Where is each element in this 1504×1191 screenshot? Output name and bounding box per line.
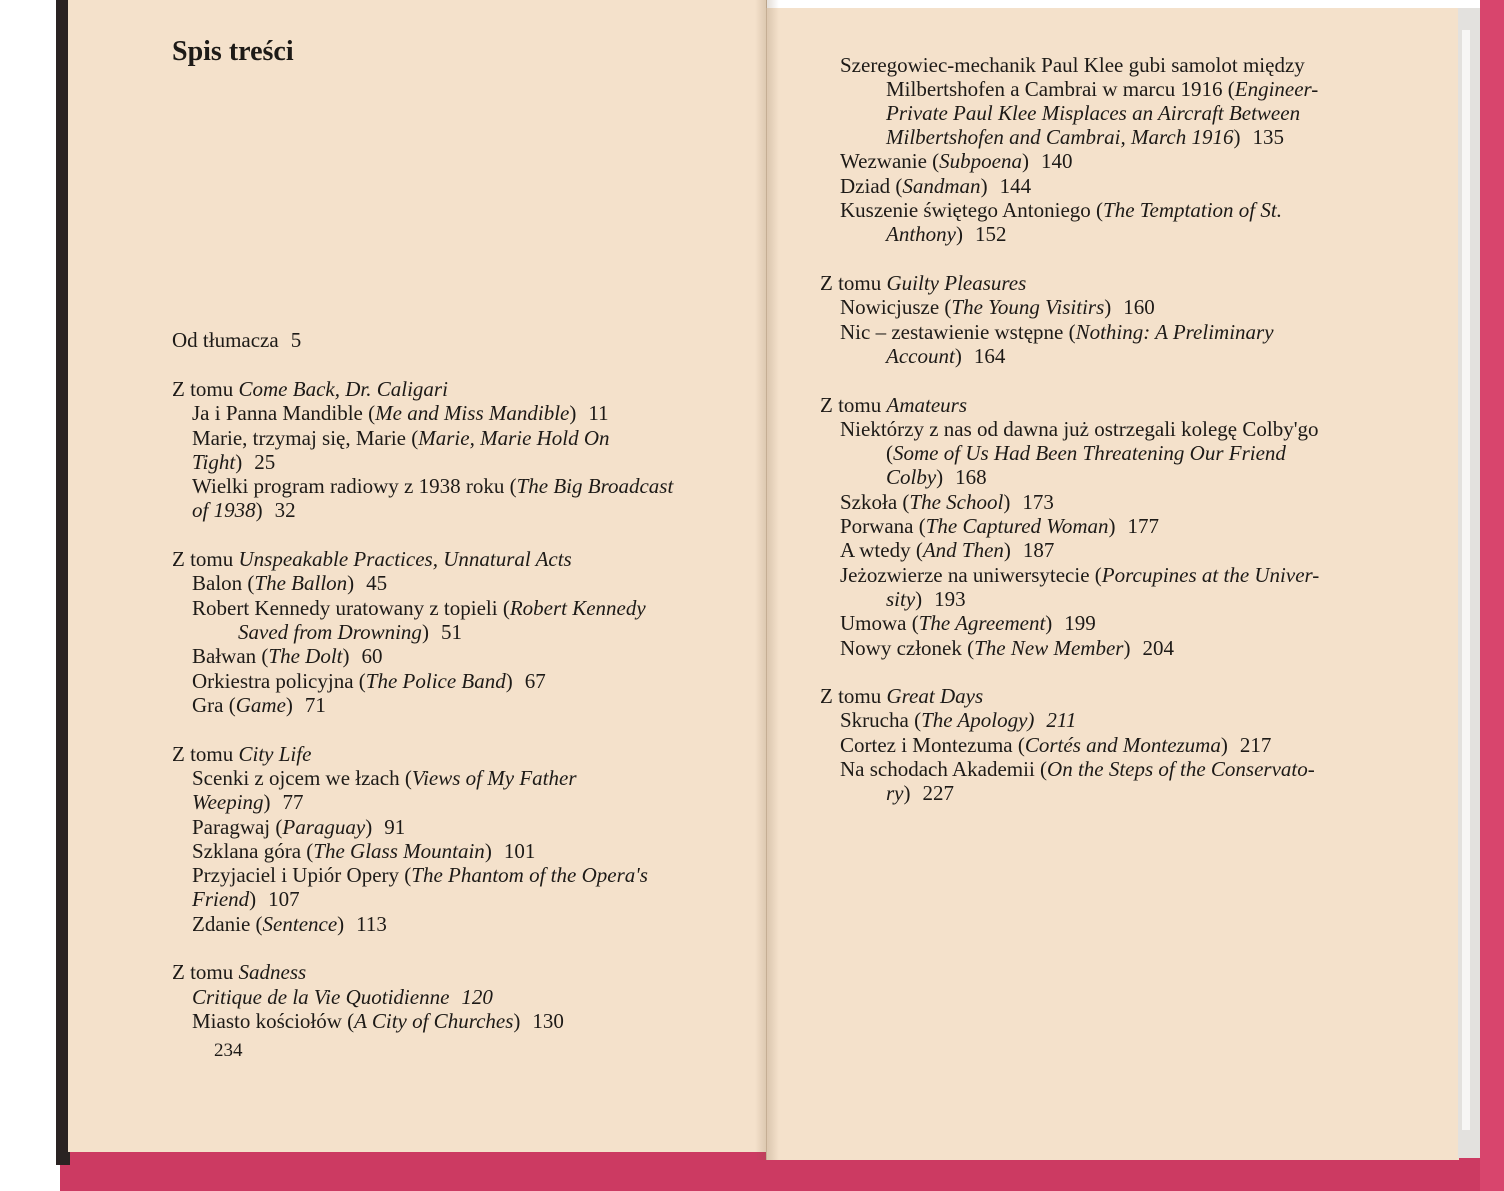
entry-title-pl: Marie, trzymaj się, Marie (	[192, 426, 419, 450]
entry-paren: )	[337, 912, 345, 936]
entry-title-en: The New Member	[974, 636, 1124, 660]
toc-entry	[840, 417, 1318, 441]
page-number: 107	[268, 887, 300, 911]
entry-title-en: On the Steps of the Conservato-	[1047, 757, 1315, 781]
page-number: 45	[366, 571, 388, 595]
page-number: 77	[282, 790, 304, 814]
entry-paren: )	[263, 790, 271, 814]
toc-entry-continuation	[238, 620, 462, 644]
toc-entry-continuation	[886, 77, 1318, 101]
entry-title-en: Weeping	[192, 790, 264, 814]
book-title: Guilty Pleasures	[886, 271, 1027, 295]
page-number: 67	[524, 669, 546, 693]
entry-paren: )	[513, 1009, 521, 1033]
entry-title-en: Anthony	[886, 222, 956, 246]
entry-paren: )	[1220, 733, 1228, 757]
entry-title-pl: Scenki z ojcem we łzach (	[192, 766, 412, 790]
entry-title-en: The Big Broadcast	[516, 474, 674, 498]
entry-paren: )	[955, 222, 963, 246]
entry-title-en: Sandman	[902, 174, 981, 198]
entry-title-pl: Dziad (	[840, 174, 903, 198]
page-number: 217	[1239, 733, 1272, 757]
preface-label: Od tłumacza	[172, 328, 279, 352]
folio-page-number: 234	[214, 1040, 243, 1061]
entry-title-pl: A wtedy (	[840, 538, 923, 562]
toc-entry	[192, 669, 546, 693]
entry-title-en: The Dolt	[268, 644, 343, 668]
book-title: Come Back, Dr. Caligari	[238, 377, 448, 401]
entry-title-en: Me and Miss Mandible	[375, 401, 570, 425]
toc-entry	[192, 985, 493, 1009]
entry-title-en: Nothing: A Preliminary	[1075, 320, 1274, 344]
toc-entry	[840, 198, 1282, 222]
section-heading	[820, 271, 1026, 295]
section-heading	[172, 547, 572, 571]
entry-title-en: Colby	[886, 465, 937, 489]
entry-title-pl: Szkoła (	[840, 490, 910, 514]
entry-title-pl: Wielki program radiowy z 1938 roku (	[192, 474, 517, 498]
page-number: 164	[973, 344, 1006, 368]
book-title: Unspeakable Practices, Unnatural Acts	[238, 547, 572, 571]
toc-entry	[192, 863, 648, 887]
entry-title-pl: Porwana (	[840, 514, 926, 538]
toc-entry	[840, 320, 1274, 344]
page-number: 32	[274, 498, 296, 522]
entry-title-pl: Na schodach Akademii (	[840, 757, 1048, 781]
book-title: City Life	[238, 742, 312, 766]
entry-paren: )	[1022, 149, 1029, 173]
toc-entry	[192, 839, 535, 863]
entry-paren: )	[249, 887, 257, 911]
entry-title-en: Porcupines at the Univer-	[1101, 563, 1320, 587]
toc-entry-continuation	[192, 450, 275, 474]
entry-paren: )	[915, 587, 923, 611]
entry-title-en: Friend	[192, 887, 250, 911]
entry-paren: )	[1104, 295, 1112, 319]
entry-title-en: of 1938	[192, 498, 256, 522]
page-number: 11	[588, 401, 609, 425]
page-number: 211	[1046, 708, 1077, 732]
toc-entry	[840, 53, 1305, 77]
page-number: 144	[999, 174, 1032, 198]
entry-title-pl: Przyjaciel i Upiór Opery (	[192, 863, 412, 887]
page-number: 152	[974, 222, 1007, 246]
entry-title-pl: Milbertshofen a Cambrai w marcu 1916 (	[886, 77, 1235, 101]
entry-title-pl: Skrucha (	[840, 708, 922, 732]
entry-title-en: Sentence	[262, 912, 338, 936]
entry-title-en: The Young Visitirs	[951, 295, 1105, 319]
toc-entry	[840, 757, 1315, 781]
page-number: 135	[1252, 125, 1284, 149]
page-number: 91	[384, 815, 406, 839]
entry-title-pl: Gra (	[192, 693, 236, 717]
entry-title-pl: Ja i Panna Mandible (	[192, 401, 376, 425]
section-heading	[172, 742, 311, 766]
entry-title-en: Tight	[192, 450, 236, 474]
entry-title-pl: Cortez i Montezuma (	[840, 733, 1025, 757]
toc-entry	[840, 733, 1271, 757]
toc-entry	[192, 815, 405, 839]
toc-entry	[192, 1009, 564, 1033]
section-label: Z tomu	[172, 742, 234, 766]
page-number: 101	[503, 839, 536, 863]
entry-paren: )	[421, 620, 429, 644]
entry-paren: )	[235, 450, 243, 474]
toc-entry-continuation	[886, 101, 1300, 125]
section-label: Z tomu	[172, 377, 234, 401]
entry-title-en: Views of My Father	[411, 766, 577, 790]
section-label: Z tomu	[820, 271, 882, 295]
entry-title-en: ry	[886, 781, 904, 805]
entry-title-en: Subpoena	[939, 149, 1022, 173]
entry-title-en: Account	[886, 344, 955, 368]
entry-paren: )	[1003, 538, 1011, 562]
entry-title-en: Cortés and Montezuma	[1024, 733, 1221, 757]
entry-paren: )	[1045, 611, 1053, 635]
section-heading	[172, 377, 448, 401]
entry-title-en: And Then	[922, 538, 1004, 562]
entry-title-pl: Miasto kościołów (	[192, 1009, 355, 1033]
entry-title-pl: Paragwaj (	[192, 815, 283, 839]
section-heading	[820, 393, 967, 417]
entry-title-en: Paraguay	[282, 815, 366, 839]
entry-paren: )	[505, 669, 513, 693]
section-label: Z tomu	[172, 547, 234, 571]
toc-entry	[840, 563, 1319, 587]
entry-paren: )	[1233, 125, 1241, 149]
entry-title-en: The Temptation of St.	[1103, 198, 1282, 222]
entry-title-pl: Balon (	[192, 571, 255, 595]
entry-paren: )	[365, 815, 373, 839]
entry-title-pl: Szklana góra (	[192, 839, 314, 863]
section-heading	[172, 960, 306, 984]
entry-title-en: A City of Churches	[354, 1009, 514, 1033]
section-label: Z tomu	[820, 684, 882, 708]
toc-entry-continuation	[192, 887, 300, 911]
toc-entry-continuation	[886, 344, 1005, 368]
entry-paren: )	[980, 174, 988, 198]
entry-paren: )	[342, 644, 350, 668]
entry-title-pl: Jeżozwierze na uniwersytecie (	[840, 563, 1102, 587]
toc-entry	[192, 596, 646, 620]
toc-entry	[192, 571, 387, 595]
toc-entry-continuation	[886, 222, 1006, 246]
book-cover-right	[1480, 0, 1504, 1191]
entry-title-pl: Orkiestra policyjna (	[192, 669, 366, 693]
entry-title-pl: Robert Kennedy uratowany z topieli (	[192, 596, 510, 620]
entry-title-en: The Police Band	[365, 669, 506, 693]
page-number: 160	[1123, 295, 1155, 319]
toc-entry	[840, 611, 1096, 635]
entry-title-pl: Kuszenie świętego Antoniego (	[840, 198, 1104, 222]
book-title: Great Days	[886, 684, 984, 708]
entry-title-en: Engineer-	[1234, 77, 1319, 101]
toc-entry	[192, 474, 673, 498]
entry-title-pl: Nowicjusze (	[840, 295, 952, 319]
page-number: 113	[356, 912, 387, 936]
entry-title-pl: Nowy członek (	[840, 636, 975, 660]
toc-entry	[840, 708, 1076, 732]
entry-title-pl: Bałwan (	[192, 644, 269, 668]
toc-entry	[840, 636, 1174, 660]
entry-title-en: The Glass Mountain	[313, 839, 485, 863]
toc-entry-continuation	[192, 498, 296, 522]
page-number: 193	[934, 587, 966, 611]
toc-entry-continuation	[886, 587, 966, 611]
entry-paren: )	[255, 498, 263, 522]
toc-entry	[192, 912, 387, 936]
toc-entry	[192, 766, 577, 790]
entry-paren: )	[347, 571, 355, 595]
entry-title-en: Private Paul Klee Misplaces an Aircraft Between	[886, 101, 1301, 125]
toc-entry	[192, 693, 326, 717]
entry-title-en: Milbertshofen and Cambrai, March 1916	[886, 125, 1234, 149]
book-title: Amateurs	[886, 393, 967, 417]
toc-entry-continuation	[886, 125, 1284, 149]
entry-paren: )	[569, 401, 577, 425]
page-number: 199	[1064, 611, 1096, 635]
entry-title-en: Saved from Drowning	[238, 620, 422, 644]
toc-entry	[840, 174, 1031, 198]
entry-paren: )	[954, 344, 962, 368]
entry-title-pl: Zdanie (	[192, 912, 263, 936]
entry-title-en: The Agreement	[918, 611, 1046, 635]
toc-entry-continuation	[886, 441, 1286, 465]
entry-title-en: Game	[235, 693, 286, 717]
entry-title-pl: Umowa (	[840, 611, 919, 635]
toc-entry	[840, 538, 1054, 562]
cover-gloss	[1462, 30, 1470, 1130]
page-number: 187	[1022, 538, 1055, 562]
entry-paren: )	[285, 693, 293, 717]
entry-paren: )	[936, 465, 944, 489]
entry-title-en: Marie, Marie Hold On	[418, 426, 610, 450]
entry-title-en: Some of Us Had Been Threatening Our Friend	[893, 441, 1286, 465]
page-number: 177	[1127, 514, 1160, 538]
page-number: 227	[922, 781, 954, 805]
page-title: Spis treści	[172, 36, 294, 67]
page-number: 51	[440, 620, 462, 644]
toc-entry-continuation	[886, 465, 987, 489]
entry-title-en: The Ballon	[254, 571, 348, 595]
book-title: Sadness	[238, 960, 307, 984]
page-number: 71	[304, 693, 326, 717]
entry-title-en: The School	[909, 490, 1004, 514]
entry-title-pl: Niektórzy z nas od dawna już ostrzegali kolegę Colby'go	[840, 417, 1319, 441]
page-number: 204	[1142, 636, 1174, 660]
entry-title-en: The Phantom of the Opera's	[411, 863, 648, 887]
entry-title-en: The Captured Woman	[925, 514, 1109, 538]
page-number: 5	[290, 328, 302, 352]
toc-entry	[840, 149, 1073, 173]
page-number: 173	[1022, 490, 1054, 514]
entry-paren: (	[886, 441, 893, 465]
page-number: 130	[532, 1009, 564, 1033]
page-number: 168	[955, 465, 987, 489]
entry-paren: )	[903, 781, 911, 805]
toc-entry-continuation	[192, 790, 304, 814]
entry-paren: )	[484, 839, 492, 863]
entry-title-pl: Nic – zestawienie wstępne (	[840, 320, 1076, 344]
entry-title-en: Robert Kennedy	[509, 596, 646, 620]
section-label: Z tomu	[820, 393, 882, 417]
toc-entry	[840, 295, 1155, 319]
section-heading	[820, 684, 983, 708]
entry-paren: )	[1123, 636, 1131, 660]
entry-title-en: sity	[886, 587, 916, 611]
book-gutter	[755, 0, 779, 1160]
page-number: 60	[361, 644, 383, 668]
page-number: 25	[254, 450, 276, 474]
entry-title-pl: Wezwanie (	[840, 149, 940, 173]
toc-entry	[192, 401, 609, 425]
page-number: 140	[1041, 149, 1073, 173]
toc-entry-continuation	[886, 781, 954, 805]
page-number: 120	[461, 985, 493, 1009]
toc-entry	[192, 426, 610, 450]
entry-title-en: The Apology)	[921, 708, 1035, 732]
entry-title-en: Critique de la Vie Quotidienne	[192, 985, 450, 1009]
section-label: Z tomu	[172, 960, 234, 984]
toc-entry	[840, 490, 1054, 514]
toc-entry	[192, 644, 383, 668]
entry-paren: )	[1108, 514, 1116, 538]
entry-title-pl: Szeregowiec-mechanik Paul Klee gubi samolot między	[840, 53, 1305, 77]
toc-entry	[172, 328, 301, 352]
toc-entry	[840, 514, 1159, 538]
entry-paren: )	[1003, 490, 1011, 514]
